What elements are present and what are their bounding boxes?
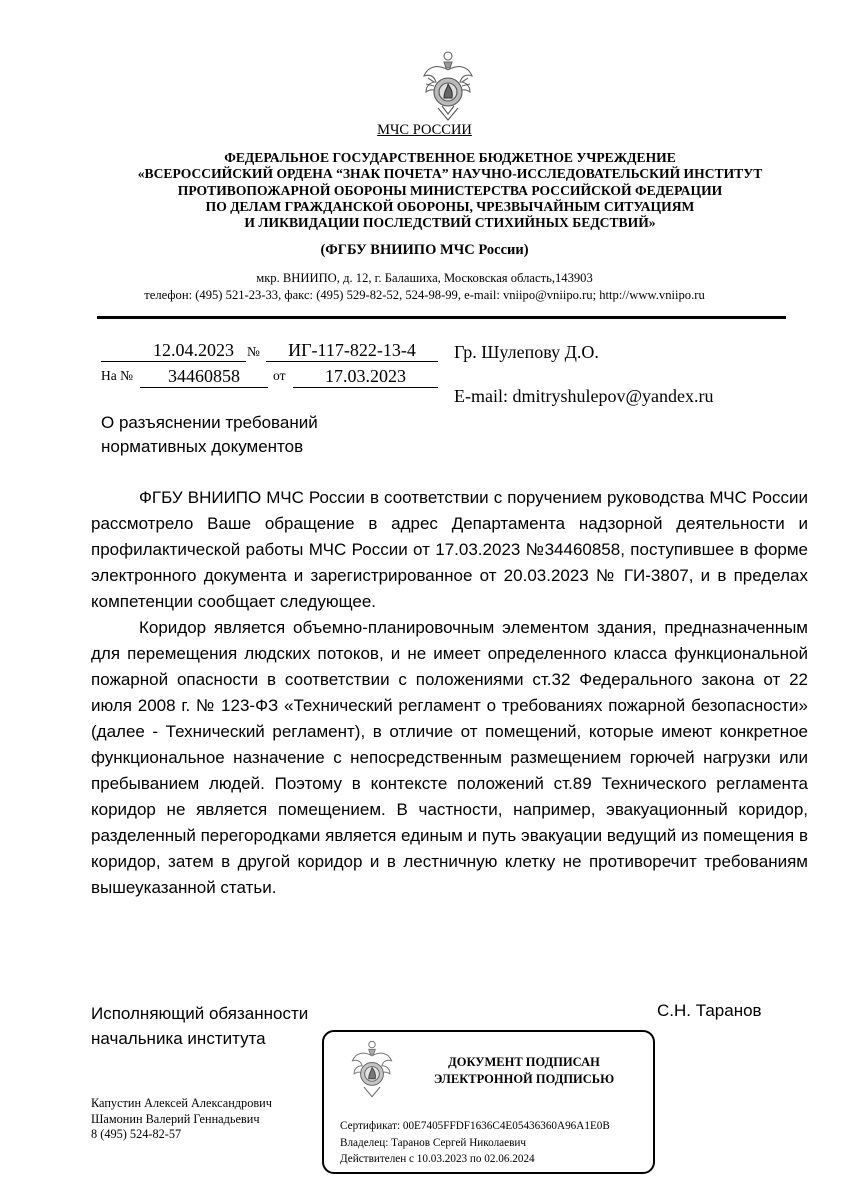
org-short-name: (ФГБУ ВНИИПО МЧС России) — [320, 242, 529, 258]
header-divider — [97, 316, 786, 319]
executor-name: Шамонин Валерий Геннадьевич — [91, 1111, 260, 1126]
emchs-emblem-icon — [348, 1038, 396, 1100]
stamp-certificate: Сертификат: 00E7405FFDF1636C4E05436360A96A1E0B — [340, 1120, 610, 1132]
subject-line: нормативных документов — [101, 437, 304, 456]
signer-position-line: начальника института — [91, 1029, 266, 1048]
org-line: «ВСЕРОССИЙСКИЙ ОРДЕНА “ЗНАК ПОЧЕТА” НАУЧНО-ИССЛЕДОВАТЕЛЬСКИЙ ИНСТИТУТ — [137, 166, 763, 182]
stamp-details — [340, 1118, 610, 1168]
subject-line: О разъяснении требований — [101, 413, 318, 432]
ref-label: На № — [101, 368, 133, 383]
number-label: № — [247, 344, 260, 359]
ref-number: 34460858 — [140, 366, 268, 388]
executor-phone: 8 (495) 524-82-57 — [91, 1127, 182, 1141]
executor-name: Капустин Алексей Александрович — [91, 1096, 272, 1110]
org-line: ФЕДЕРАЛЬНОЕ ГОСУДАРСТВЕННОЕ БЮДЖЕТНОЕ УЧРЕЖДЕНИЕ — [224, 150, 676, 165]
stamp-owner: Владелец: Таранов Сергей Николаевич — [340, 1136, 526, 1149]
stamp-title-line: ДОКУМЕНТ ПОДПИСАН — [448, 1055, 600, 1069]
stamp-validity: Действителен с 10.03.2023 по 02.06.2024 — [340, 1153, 535, 1165]
signer-position-line: Исполняющий обязанности — [91, 1004, 309, 1023]
emchs-emblem-icon — [420, 48, 476, 124]
org-address-block — [0, 270, 849, 304]
signer-name: С.Н. Таранов — [657, 1001, 762, 1020]
signer-position — [91, 1001, 308, 1051]
org-line: ПО ДЕЛАМ ГРАЖДАНСКОЙ ОБОРОНЫ, ЧРЕЗВЫЧАЙНЫМ СИТУАЦИЯМ — [205, 198, 695, 214]
outgoing-number: ИГ-117-822-13-4 — [266, 340, 438, 362]
body-paragraph: ФГБУ ВНИИПО МЧС России в соответствии с поручением руководства МЧС России рассмотрело Ваше обращение в адрес Департамента надзорной деятельности и профилактической работы МЧС России от 17.03.2023 №34460858, поступившее в форме электронного документа и зарегистрированное от 20.03.2023 № ГИ-3807, и в пределах компетенции сообщает следующее. — [91, 488, 808, 611]
body-paragraph: Коридор является объемно-планировочным элементом здания, предназначенным для перемещения людских потоков, и не имеет определенного класса функциональной пожарной опасности в соответствии с положениями ст.32 Федерального закона от 22 июля 2008 г. № 123-ФЗ «Технический регламент о требованиях пожарной безопасности» (далее - Технический регламент), в отличие от помещений, которые имеют конкретное функциональное назначение с непосредственным размещением горючей нагрузки или пребыванием людей. Поэтому в контексте положений ст.89 Технического регламента коридор не является помещением. В частности, например, эвакуационный коридор, разделенный перегородками является единым и путь эвакуации ведущий из помещения в коридор, затем в другой коридор и в лестничную клетку не противоречит требованиям вышеуказанной статьи. — [91, 618, 808, 897]
stamp-title-line: ЭЛЕКТРОННОЙ ПОДПИСЬЮ — [433, 1071, 615, 1086]
org-address: мкр. ВНИИПО, д. 12, г. Балашиха, Московская область,143903 — [256, 271, 593, 285]
from-label: от — [273, 368, 286, 383]
ref-date: 17.03.2023 — [293, 366, 438, 388]
org-line: ПРОТИВОПОЖАРНОЙ ОБОРОНЫ МИНИСТЕРСТВА РОССИЙСКОЙ ФЕДЕРАЦИИ — [177, 182, 723, 198]
agency-name: МЧС РОССИИ — [377, 122, 472, 138]
org-contacts: телефон: (495) 521-23-33, факс: (495) 529-82-52, 524-98-99, e-mail: vniipo@vniipo.ru; http://www.vniipo.ru — [144, 288, 705, 302]
letter-body — [91, 485, 808, 901]
org-line: И ЛИКВИДАЦИИ ПОСЛЕДСТВИЙ СТИХИЙНЫХ БЕДСТВИЙ» — [244, 215, 656, 231]
executors-block — [91, 1096, 272, 1143]
organization-name — [60, 150, 840, 231]
electronic-signature-stamp — [322, 1030, 655, 1174]
recipient-name: Гр. Шулепову Д.О. — [454, 342, 599, 362]
stamp-title — [404, 1054, 644, 1087]
letter-subject — [101, 411, 318, 459]
outgoing-date: 12.04.2023 — [101, 340, 246, 362]
recipient-email: E-mail: dmitryshulepov@yandex.ru — [454, 386, 714, 406]
